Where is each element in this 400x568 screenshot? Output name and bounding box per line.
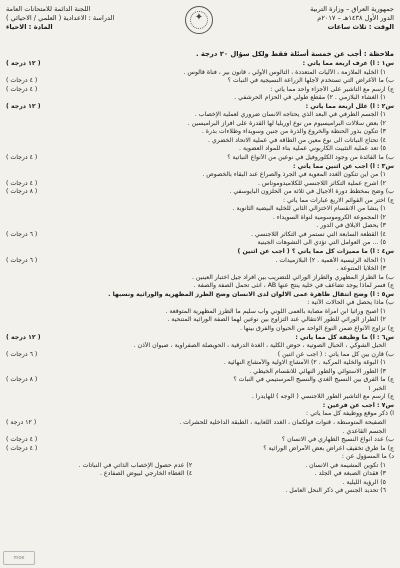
subject-name: المادة : الاحياء: [6, 23, 53, 31]
exam-round: الدور الأول ١٤٣٨هـ – ٢٠١٧م: [317, 14, 394, 22]
question-text: ٣) الطور الاستوائي والطور النهائي للانقسام الخيطي .: [249, 367, 386, 375]
answer-item: [6, 479, 192, 488]
question-line: [6, 188, 394, 197]
header-right-block: [244, 5, 394, 32]
question-text: ٢) الطراز الوراثي للطور الانتقالي عند التزاوج بين نوعين لهما الصفة الوراثية المتنحية .: [167, 316, 386, 324]
mark-value: ( ١٢ درجة ): [6, 418, 37, 426]
mark-value: [6, 171, 12, 180]
question-text: ٥) تعد عملية التثبيت الكاربوني عملية بناء للمواد العضوية .: [239, 145, 386, 153]
question-text: ١) الحالة الرئيسية الأهمية . ٢) البلازميدات .: [275, 256, 386, 264]
mark-value: [6, 428, 12, 437]
question-line: [6, 410, 394, 419]
answer-pair-row: [6, 479, 394, 488]
question-text: ١) الغشاء البلازمي . ٢) مقطع طولي في الحزام الحرشفي .: [234, 94, 386, 102]
mark-value: [6, 325, 12, 334]
question-line: [6, 393, 394, 402]
mark-value: [6, 248, 12, 257]
question-line: [6, 197, 394, 206]
question-line: [6, 299, 394, 308]
study-stream: الدراسة : الاعدادية ( العلمي / الاحيائي ): [6, 14, 115, 22]
question-line: [6, 103, 394, 112]
question-line: [6, 239, 394, 248]
question-line: [6, 163, 394, 172]
mark-value: ( ٤ درجات ): [6, 85, 38, 93]
question-line: [6, 385, 394, 394]
question-line: [6, 86, 394, 95]
question-text: ٢) بعض سلالات البراميسيوم من نوع اوريليا لها القدرة على افراز البراميسين .: [187, 119, 386, 127]
question-text: س٦ : أ) ما وظيفة كل مما يأتي :: [295, 333, 394, 341]
question-line: [6, 351, 394, 360]
exam-committee: اللجنة الدائمة للامتحانات العامة: [6, 5, 91, 13]
answer-item: ٥) الرؤية الليلية .: [342, 478, 386, 486]
question-line: [6, 231, 394, 240]
question-text: ب) ماذا يحصل في الحالات الآتية :: [307, 299, 394, 307]
answer-pair-row: [6, 462, 394, 471]
question-text: ٢) المجموعة الكروموسومية لنواة السويداء .: [272, 213, 386, 221]
mark-value: ( ٦ درجات ): [6, 230, 38, 238]
mark-value: [6, 239, 12, 248]
mark-value: [6, 128, 12, 137]
site-logo: moe: [3, 551, 35, 565]
mark-value: [6, 163, 12, 172]
question-text: الخبر ١: [367, 384, 386, 392]
question-text: الحبل الشوكي ، الحبال الصوتية ، حوض الكلية ، الغدة الدرقية ، الحويصلة الصفراوية ، صيوان الأذن .: [133, 342, 386, 350]
mark-value: [6, 120, 12, 129]
question-line: [6, 308, 394, 317]
question-text: س٥ : أ) وضح انتقال ظاهرة عمى الالوان لدى الانسان وضح الطرز المظهرية والوراثية ونسبها .: [108, 290, 394, 298]
mark-value: [6, 316, 12, 325]
question-line: [6, 342, 394, 351]
question-line: [6, 316, 394, 325]
mark-value: [6, 265, 12, 274]
question-text: ٤) تحتاج النباتات الى نوع معين من الطاقة في عملية الاتحاد الخضري .: [208, 136, 386, 144]
question-text: ١) من أين تتكون الغدد المعوية في الجرذ والصراع عند البقاء بالخصوص .: [202, 171, 386, 179]
mark-value: ( ٨ درجات ): [6, 376, 38, 384]
exam-duration: الوقت : ثلاث ساعات: [327, 23, 394, 31]
mark-value: [6, 197, 12, 206]
question-line: [6, 334, 394, 343]
mark-value: [6, 145, 12, 154]
question-text: س٢ : أ) علل أربعة مما يأتي :: [305, 102, 394, 110]
question-line: [6, 111, 394, 120]
mark-value: [6, 94, 12, 103]
question-text: ج) ارسم مع التأشير الطور اللاجنسي ( الوجه ) للهايدرا .: [251, 393, 394, 401]
question-text: الجسم القاعدي .: [342, 427, 386, 435]
mark-value: ( ٤ درجات ): [6, 436, 38, 444]
mark-value: ( ١٢ درجة ): [6, 333, 41, 341]
question-text: ١) الجسم الطرفي في البعد الذي يحتاجه الانسان ضروري لعملية الإخصاب .: [194, 111, 386, 119]
question-text: ١) أصبح وراثياً ابن امرأة مصابة بالعمى اللوني وأب سليم ما الطرز المظهرية المتوقعة .: [165, 307, 386, 315]
question-line: [6, 94, 394, 103]
question-text: ٥) ... من العوامل التي تؤدي الى التشوهات الجينية: [257, 239, 386, 247]
question-text: ٣) تتكون بذور الحنطة والخروع والذرة من جنين وسويداء وطلاءات بذرة .: [201, 128, 386, 136]
mark-value: [6, 111, 12, 120]
questions-body: [6, 60, 394, 496]
mark-value: [6, 222, 12, 231]
question-text: ج) ما الفرق بين النسيج الغدي والنسيج المرستيمي في النبات ؟: [233, 376, 394, 384]
question-text: ج) اختر من القوائم الاربع عبارات مما يأتي :: [282, 196, 394, 204]
mark-value: [6, 410, 12, 419]
question-line: [6, 248, 394, 257]
question-text: الصفيحة المتوسطة ، قنوات فولكمان ، الغدد اللعابية ، الطبقة الداخلية للحشرات .: [179, 418, 386, 426]
mark-value: [6, 368, 12, 377]
country-ministry: جمهورية العراق – وزارة التربية: [310, 5, 394, 13]
mark-value: [6, 385, 12, 394]
question-line: [6, 154, 394, 163]
mark-value: [6, 299, 12, 308]
question-text: ٣) الخلايا المتنوعة .: [336, 265, 386, 273]
question-text: س١ : أ) عرف أربعة مما يأتي :: [302, 60, 394, 67]
question-line: [6, 265, 394, 274]
mark-value: ( ١٢ درجة ): [6, 102, 41, 110]
question-line: [6, 428, 394, 437]
mark-value: ( ٦ درجات ): [6, 256, 38, 264]
question-text: س٧ : أجب عن فرعين :: [322, 401, 394, 409]
question-text: س٤ : أ) ما مميزات كل مما يأتي ؟ ( أجب عن اثنين ): [237, 248, 394, 256]
question-line: [6, 359, 394, 368]
question-text: ١) الخلية الملازمة ، الآليات المتعددة ، التالوس الأولي ، قانون بير ، فناة قالوس .: [183, 68, 386, 76]
question-text: ١) ينشأ من الانقسام الاختزالي الثاني للخلية البيضية الثانوية .: [232, 205, 386, 213]
mark-value: [6, 308, 12, 317]
mark-value: [6, 393, 12, 402]
mark-value: [6, 291, 12, 300]
mark-value: [6, 214, 12, 223]
question-text: ب) وضح بمخطط دورة الاجيال في ثلاثة من الحلزون البايوسفي .: [229, 188, 394, 196]
question-line: [6, 291, 394, 300]
question-line: [6, 453, 394, 462]
answer-item: ٤) الغطاء الخارجي لبيوض الصفادع .: [100, 470, 193, 478]
question-line: [6, 487, 394, 496]
question-line: [6, 145, 394, 154]
question-text: ب) عدد أنواع النسيج الظهاري في الانسان ؟: [281, 436, 394, 444]
question-line: [6, 376, 394, 385]
question-line: [6, 325, 394, 334]
question-text: أ) ذكر موقع ووظيفة كل مما يأتي :: [306, 410, 394, 418]
exam-header: [6, 5, 394, 49]
question-line: [6, 257, 394, 266]
question-line: [6, 171, 394, 180]
mark-value: [6, 205, 12, 214]
question-line: [6, 60, 394, 69]
question-text: ج) ما طرق تخفيف أعراض بعض الأمراض الوراثية ؟: [263, 444, 394, 452]
question-line: [6, 180, 394, 189]
answer-item: ٢) عدم حصول الإخصاب الذاتي في النباتات .: [78, 461, 193, 469]
question-text: ب) ما الفائدة من وجود الكلوروفيل في نوعين من الأنواع النباتية ؟: [227, 154, 394, 162]
answer-item: ٣) فقدان الصبغة في الجلد .: [314, 470, 386, 478]
ministry-seal-emblem: [185, 6, 213, 34]
question-line: [6, 402, 394, 411]
mark-value: [6, 402, 12, 411]
question-line: [6, 222, 394, 231]
question-text: س٣ : أ) أجب عن اثنين مما يأتي :: [293, 162, 394, 170]
answer-pair-row: [6, 470, 394, 479]
question-text: د) ما المسؤول عن :: [341, 453, 394, 461]
final-lines: [6, 487, 394, 496]
question-text: ٦) تحديد الجنس في ذكر النحل العامل .: [285, 487, 386, 495]
question-line: [6, 128, 394, 137]
mark-value: [6, 282, 12, 291]
header-left-block: [6, 5, 156, 32]
mark-value: [6, 274, 12, 283]
question-line: [6, 274, 394, 283]
question-line: [6, 368, 394, 377]
question-text: ٢) اشرح عملية التكاثر اللاجنسي للكلاميدوموناس .: [257, 179, 386, 187]
mark-value: [6, 453, 12, 462]
question-text: ١) البوغة والخلية المركبة . ٢) الأمشاج الاولية والأمشاج النهائية .: [223, 359, 386, 367]
answer-pairs: [6, 462, 394, 488]
mark-value: [6, 359, 12, 368]
question-line: [6, 77, 394, 86]
mark-value: ( ١٢ درجة ): [6, 60, 41, 67]
mark-value: ( ٤ درجات ): [6, 77, 38, 85]
mark-value: ( ٦ درجات ): [6, 350, 38, 358]
question-lines: [6, 60, 394, 462]
question-line: [6, 282, 394, 291]
question-line: [6, 445, 394, 454]
question-text: ٤) القطعة السابعة التي تستمر في التكاثر اللاجنسي .: [250, 230, 386, 238]
question-line: [6, 137, 394, 146]
question-line: [6, 436, 394, 445]
question-text: ٣) يحصل الايلاق في الدور .: [316, 222, 386, 230]
instructions-note: ملاحظة : أجب عن خمسة أسئلة فقط ولكل سؤال ٢٠ درجة .: [195, 50, 394, 58]
question-line: [6, 419, 394, 428]
answer-item: ١) تكوين المشيمة في الانسان .: [305, 461, 386, 469]
question-text: ب) ما الأغراض التي تستخدم لأجلها الزراعة النسيجية في النبات ؟: [227, 77, 394, 85]
question-text: ب) قارن بين كل مما يأتي : ( أجب عن اثنين ): [277, 350, 394, 358]
mark-value: ( ٤ درجات ): [6, 154, 38, 162]
mark-value: [6, 69, 12, 78]
question-line: [6, 69, 394, 78]
mark-value: ( ٤ درجات ): [6, 444, 38, 452]
question-line: [6, 120, 394, 129]
mark-value: ( ٤ درجات ): [6, 179, 38, 187]
question-line: [6, 205, 394, 214]
mark-value: ( ٨ درجات ): [6, 188, 38, 196]
question-text: ج) تزاوج الأنواع ضمن النوع الواحد من الحيوان والفرق بينها .: [239, 324, 394, 332]
question-text: ب) ما الطراز المظهري والطراز الوراثي للتضريب بين أفراد جيل اختبار العينين .: [191, 273, 394, 281]
question-line: [6, 214, 394, 223]
mark-value: [6, 137, 12, 146]
mark-value: [6, 342, 12, 351]
question-text: ج) فسر لماذا يوجد تضاعف في خلية ينتج عنها AB ، انثى تحمل الصفة والصفة .: [193, 282, 394, 290]
question-text: ج) ارسم مع التأشير على الأجزاء واحد مما يأتي :: [270, 85, 394, 93]
